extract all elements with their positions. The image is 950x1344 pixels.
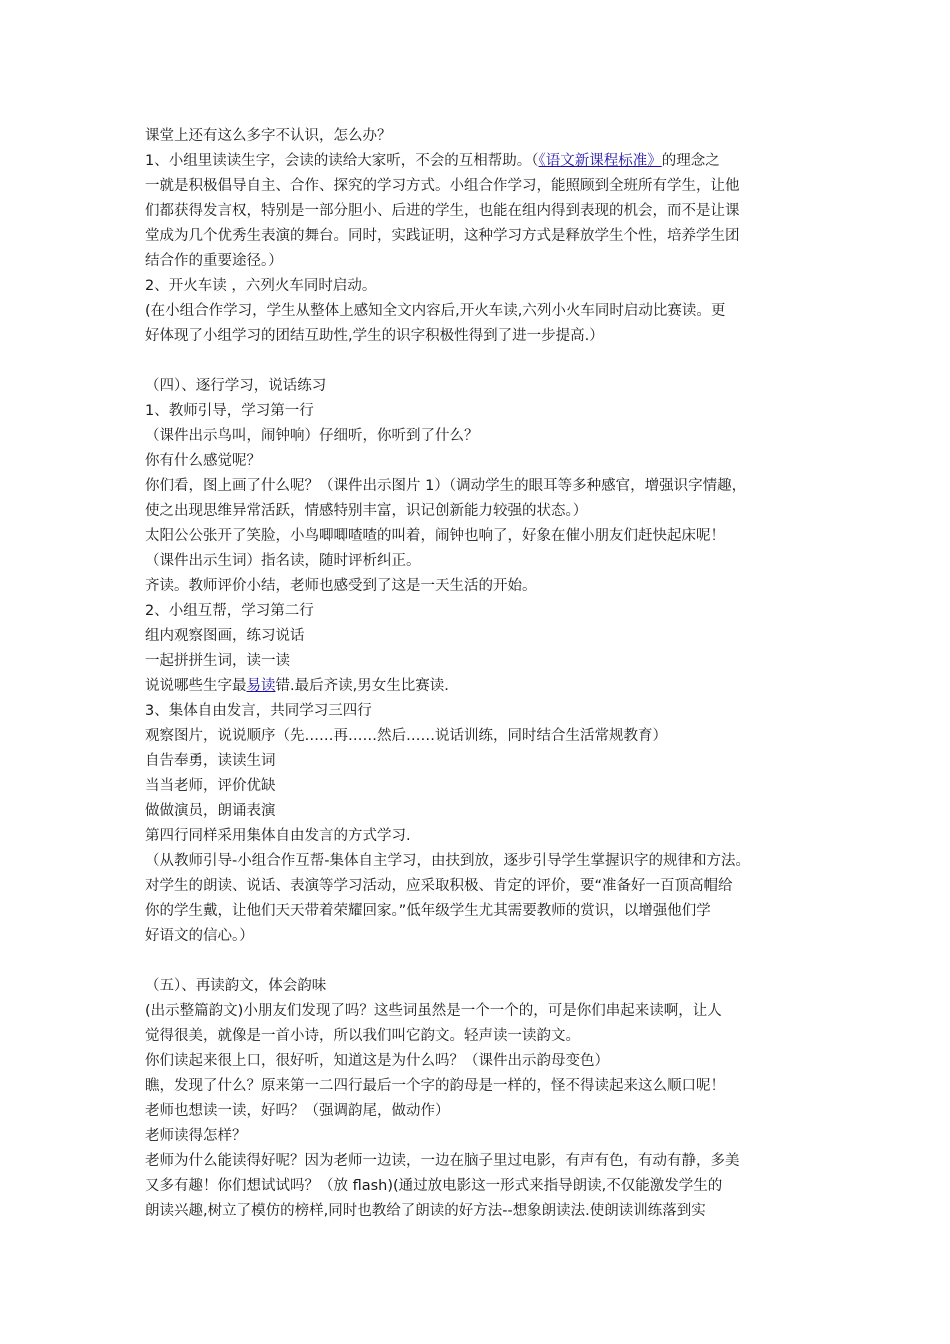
text-line [145,699,825,724]
line-text: 2、小组互帮，学习第二行 [145,603,314,619]
line-text: 好体现了小组学习的团结互助性,学生的识字积极性得到了进一步提高.） [145,328,604,344]
line-text: 当当老师，评价优缺 [145,778,276,794]
line-text: 3、集体自由发言，共同学习三四行 [145,703,372,719]
line-text: （从教师引导-小组合作互帮-集体自主学习，由扶到放，逐步引导学生掌握识字的规律和方法。 [145,853,750,869]
line-text: 一就是积极倡导自主、合作、探究的学习方式。小组合作学习，能照顾到全班所有学生，让他 [145,178,740,194]
line-text: 2、开火车读 ，六列火车同时启动。 [145,278,377,294]
text-line [145,1174,825,1199]
line-text: （五）、再读韵文，体会韵味 [145,978,327,994]
line-text: 你们读起来很上口，很好听，知道这是为什么吗？（课件出示韵母变色） [145,1053,609,1069]
line-text: 又多有趣！你们想试试吗？（放 flash)(通过放电影这一形式来指导朗读,不仅能激发学生的 [145,1178,723,1194]
text-line [145,199,825,224]
line-text: 瞧，发现了什么？原来第一二四行最后一个字的韵母是一样的，怪不得读起来这么顺口呢！ [145,1078,725,1094]
inline-link[interactable]: 易读 [246,678,276,694]
text-line [145,824,825,849]
line-text: 课堂上还有这么多字不认识，怎么办？ [145,128,392,144]
text-line [145,1149,825,1174]
line-text: （课件出示生词）指名读，随时评析纠正。 [145,553,421,569]
text-line [145,274,825,299]
text-line [145,799,825,824]
line-text: 说说哪些生字最 [145,678,247,694]
line-text: 组内观察图画，练习说话 [145,628,305,644]
text-line [145,849,825,874]
text-line [145,549,825,574]
text-line [145,174,825,199]
line-text: 一起拼拼生词，读一读 [145,653,290,669]
line-text: 使之出现思维异常活跃，情感特别丰富，识记创新能力较强的状态。） [145,503,588,519]
text-line [145,574,825,599]
text-line [145,1099,825,1124]
text-line [145,899,825,924]
text-line [145,774,825,799]
line-text: 观察图片，说说顺序（先……再……然后……说话训练，同时结合生活常规教育） [145,728,667,744]
line-text: （四）、逐行学习，说话练习 [145,378,327,394]
text-line [145,324,825,349]
line-text: 老师读得怎样？ [145,1128,247,1144]
line-text: (在小组合作学习，学生从整体上感知全文内容后,开火车读,六列小火车同时启动比赛读。更 [145,303,726,319]
text-line [145,749,825,774]
text-line [145,449,825,474]
line-text: 齐读。教师评价小结，老师也感受到了这是一天生活的开始。 [145,578,537,594]
text-line [145,149,825,174]
text-line [145,124,825,149]
line-text: 朗读兴趣,树立了模仿的榜样,同时也教给了朗读的好方法--想象朗读法.使朗读训练落到实 [145,1203,706,1219]
text-line [145,999,825,1024]
line-text: 堂成为几个优秀生表演的舞台。同时，实践证明，这种学习方式是释放学生个性，培养学生团 [145,228,740,244]
text-line [145,1024,825,1049]
text-line [145,249,825,274]
text-line [145,474,825,499]
text-line [145,374,825,399]
line-text: 好语文的信心。） [145,928,254,944]
line-text: 自告奉勇，读读生词 [145,753,276,769]
text-line [145,624,825,649]
text-line [145,1199,825,1224]
line-text: 觉得很美，就像是一首小诗，所以我们叫它韵文。轻声读一读韵文。 [145,1028,580,1044]
blank-line [145,349,825,374]
line-text: 你们看，图上画了什么呢？（课件出示图片 1）（调动学生的眼耳等多种感官，增强识字情趣， [145,478,747,494]
line-text: 做做演员，朗诵表演 [145,803,276,819]
text-line [145,299,825,324]
text-line [145,649,825,674]
line-text: (出示整篇韵文)小朋友们发现了吗？这些词虽然是一个一个的，可是你们串起来读啊，让人 [145,1003,722,1019]
line-text-after-link: 错.最后齐读,男女生比赛读. [275,678,449,694]
line-text: 1、小组里读读生字，会读的读给大家听，不会的互相帮助。（ [145,153,539,169]
text-line [145,424,825,449]
text-line [145,674,825,699]
text-line [145,1124,825,1149]
line-text: 老师为什么能读得好呢？因为老师一边读，一边在脑子里过电影，有声有色，有动有静，多美 [145,1153,740,1169]
line-text: 结合作的重要途径。） [145,253,283,269]
text-line [145,399,825,424]
inline-link[interactable]: 《语文新课程标准》 [538,153,662,169]
text-line [145,924,825,949]
line-text: 老师也想读一读，好吗？（强调韵尾，做动作） [145,1103,450,1119]
text-line [145,1049,825,1074]
line-text: 第四行同样采用集体自由发言的方式学习. [145,828,411,844]
text-line [145,1074,825,1099]
text-line [145,499,825,524]
line-text: 你的学生戴，让他们天天带着荣耀回家。”低年级学生尤其需要教师的赏识，以增强他们学 [145,903,711,919]
line-text-after-link: 的理念之 [661,153,720,169]
text-line [145,599,825,624]
line-text: 们都获得发言权，特别是一部分胆小、后进的学生，也能在组内得到表现的机会，而不是让课 [145,203,740,219]
text-line [145,874,825,899]
text-line [145,524,825,549]
blank-line [145,949,825,974]
line-text: 太阳公公张开了笑脸，小鸟唧唧喳喳的叫着，闹钟也响了，好象在催小朋友们赶快起床呢！ [145,528,725,544]
text-line [145,974,825,999]
line-text: 你有什么感觉呢？ [145,453,261,469]
line-text: 1、教师引导，学习第一行 [145,403,314,419]
line-text: 对学生的朗读、说话、表演等学习活动，应采取积极、肯定的评价，要“准备好一百顶高帽给 [145,878,733,894]
text-line [145,224,825,249]
line-text: （课件出示鸟叫，闹钟响）仔细听，你听到了什么？ [145,428,479,444]
document-body [145,124,825,1224]
text-line [145,724,825,749]
